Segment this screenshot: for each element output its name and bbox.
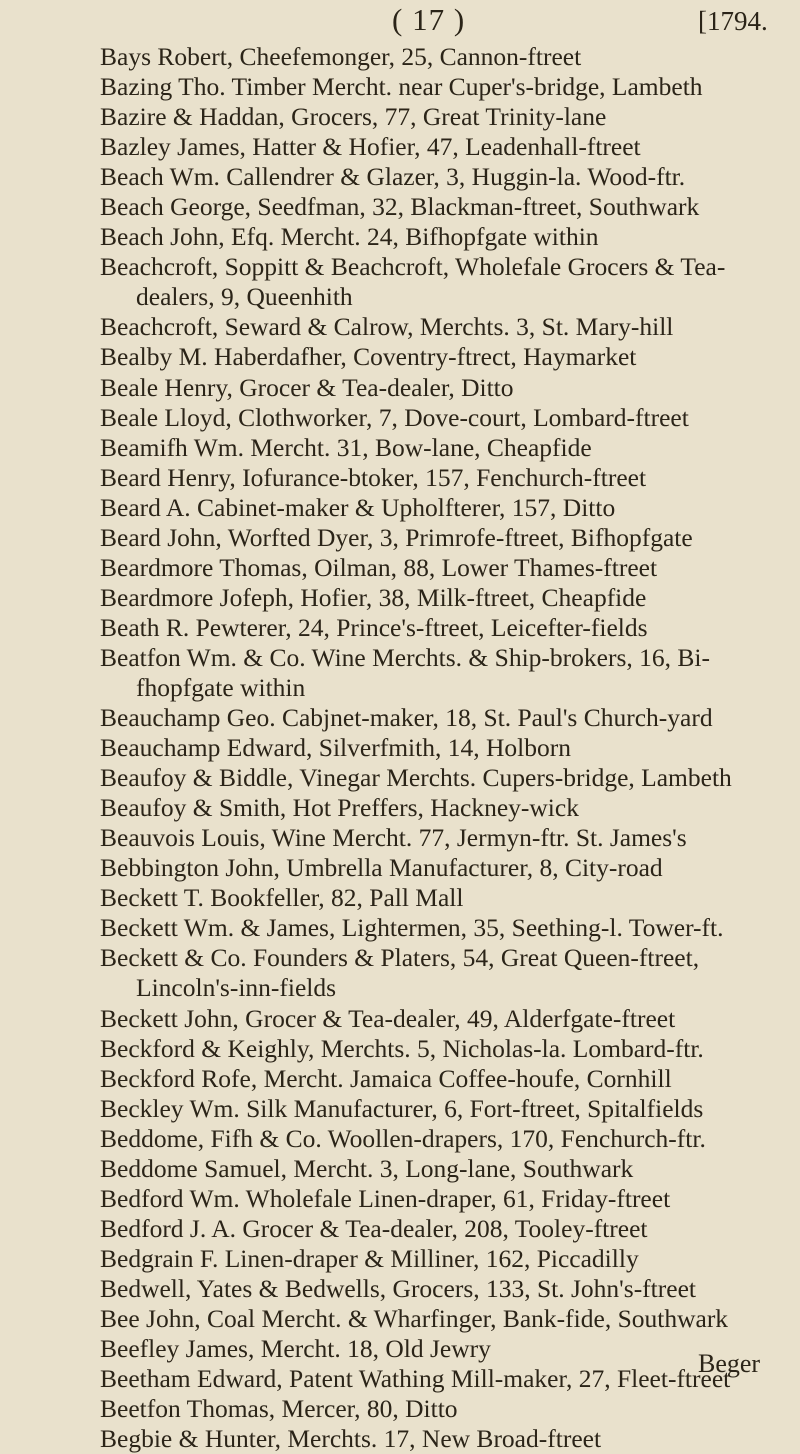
directory-entry: Beetfon Thomas, Mercer, 80, Ditto: [100, 1394, 458, 1424]
directory-entry: Beddome Samuel, Mercht. 3, Long-lane, Southwark: [100, 1153, 634, 1183]
directory-entry: Beath R. Pewterer, 24, Prince's-ftreet, Leicefter-fields: [100, 612, 648, 642]
directory-entry: Beauvois Louis, Wine Mercht. 77, Jermyn-ftr. St. James's: [100, 823, 687, 853]
directory-entry: Beckford & Keighly, Merchts. 5, Nicholas-la. Lombard-ftr.: [100, 1033, 704, 1063]
catchword: Beger: [698, 1349, 761, 1378]
directory-entry: Beardmore Thomas, Oilman, 88, Lower Thames-ftreet: [100, 552, 658, 582]
directory-entry: Beckett T. Bookfeller, 82, Pall Mall: [100, 883, 464, 913]
directory-entry: Beard Henry, Iofurance-btoker, 157, Fenchurch-ftreet: [100, 462, 647, 492]
directory-entry: Beckley Wm. Silk Manufacturer, 6, Fort-ftreet, Spitalfields: [100, 1093, 704, 1123]
directory-entry: Beard John, Worfted Dyer, 3, Primrofe-ftreet, Bifhopfgate: [100, 522, 693, 552]
directory-entry: Beach George, Seedfman, 32, Blackman-ftreet, Southwark: [100, 192, 700, 222]
directory-entry-continuation: dealers, 9, Queenhith: [136, 282, 353, 312]
directory-entry-continuation: Lincoln's-inn-fields: [136, 973, 337, 1003]
directory-entry: Beckett Wm. & James, Lightermen, 35, Seething-l. Tower-ft.: [100, 913, 724, 943]
directory-entry: Beardmore Jofeph, Hofier, 38, Milk-ftreet, Cheapfide: [100, 582, 647, 612]
directory-entry: Beachcroft, Seward & Calrow, Merchts. 3, St. Mary-hill: [100, 312, 674, 342]
directory-entry: Beauchamp Geo. Cabjnet-maker, 18, St. Paul's Church-yard: [100, 703, 713, 733]
directory-entry: Beale Henry, Grocer & Tea-dealer, Ditto: [100, 372, 514, 402]
directory-entry: Bedford Wm. Wholefale Linen-draper, 61, Friday-ftreet: [100, 1183, 671, 1213]
directory-entry: Beckett John, Grocer & Tea-dealer, 49, Alderfgate-ftreet: [100, 1003, 676, 1033]
directory-entry: Bays Robert, Cheefemonger, 25, Cannon-ftreet: [100, 42, 582, 71]
directory-entry-continuation: fhopfgate within: [136, 672, 306, 702]
directory-entry: Beatfon Wm. & Co. Wine Merchts. & Ship-brokers, 16, Bi-: [100, 642, 710, 672]
directory-entry: Begbie & Hunter, Merchts. 17, New Broad-ftreet: [100, 1424, 602, 1454]
directory-entry: Beckford Rofe, Mercht. Jamaica Coffee-houfe, Cornhill: [100, 1063, 672, 1093]
directory-entry: Beach John, Efq. Mercht. 24, Bifhopfgate within: [100, 222, 599, 252]
directory-entry: Bazley James, Hatter & Hofier, 47, Leadenhall-ftreet: [100, 132, 641, 162]
directory-entry: Beachcroft, Soppitt & Beachcroft, Wholefale Grocers & Tea-: [100, 252, 726, 282]
directory-entry: Bee John, Coal Mercht. & Wharfinger, Bank-fide, Southwark: [100, 1303, 729, 1333]
directory-entry: Beach Wm. Callendrer & Glazer, 3, Huggin-la. Wood-ftr.: [100, 162, 686, 192]
page-year: [1794.: [698, 6, 768, 36]
directory-entry: Beauchamp Edward, Silverfmith, 14, Holborn: [100, 733, 571, 763]
directory-entries: [100, 42, 790, 1454]
directory-entry: Bazing Tho. Timber Mercht. near Cuper's-bridge, Lambeth: [100, 72, 703, 102]
directory-entry: Bealby M. Haberdafher, Coventry-ftrect, Haymarket: [100, 342, 637, 372]
page-number: ( 17 ): [392, 2, 466, 37]
directory-entry: Beetham Edward, Patent Wathing Mill-maker, 27, Fleet-ftreet: [100, 1364, 731, 1394]
page-header: [0, 2, 800, 38]
directory-entry: Beaufoy & Biddle, Vinegar Merchts. Cupers-bridge, Lambeth: [100, 763, 732, 793]
directory-entry: Beale Lloyd, Clothworker, 7, Dove-court, Lombard-ftreet: [100, 402, 689, 432]
directory-entry: Bazire & Haddan, Grocers, 77, Great Trinity-lane: [100, 102, 607, 132]
directory-entry: Beaufoy & Smith, Hot Preffers, Hackney-wick: [100, 793, 579, 823]
directory-entry: Beamifh Wm. Mercht. 31, Bow-lane, Cheapfide: [100, 432, 592, 462]
directory-entry: Beddome, Fifh & Co. Woollen-drapers, 170, Fenchurch-ftr.: [100, 1123, 706, 1153]
directory-entry: Bedford J. A. Grocer & Tea-dealer, 208, Tooley-ftreet: [100, 1213, 648, 1243]
directory-entry: Beefley James, Mercht. 18, Old Jewry: [100, 1334, 491, 1364]
directory-entry: Beard A. Cabinet-maker & Upholfterer, 157, Ditto: [100, 492, 616, 522]
directory-entry: Bebbington John, Umbrella Manufacturer, 8, City-road: [100, 853, 663, 883]
directory-entry: Beckett & Co. Founders & Platers, 54, Great Queen-ftreet,: [100, 943, 700, 973]
directory-entry: Bedwell, Yates & Bedwells, Grocers, 133, St. John's-ftreet: [100, 1273, 696, 1303]
directory-entry: Bedgrain F. Linen-draper & Milliner, 162, Piccadilly: [100, 1243, 639, 1273]
